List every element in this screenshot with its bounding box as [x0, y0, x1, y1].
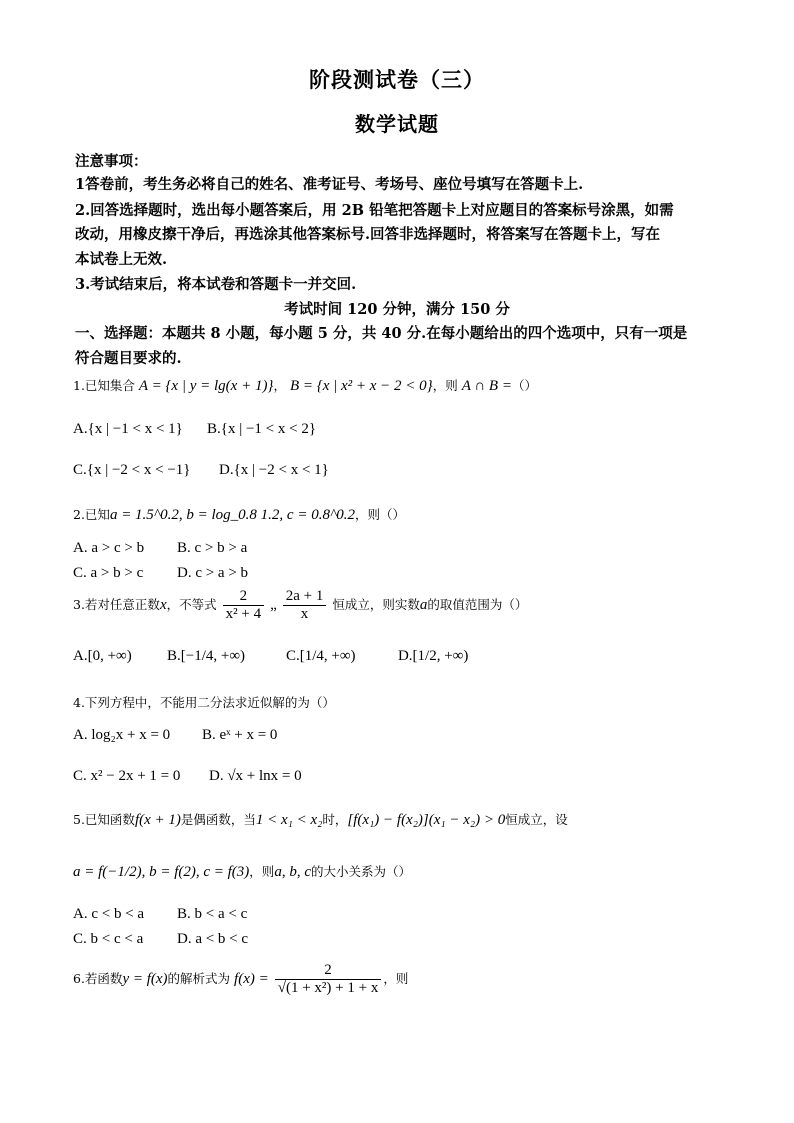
- q1-option-c: C.{x | −2 < x < −1}: [73, 462, 191, 478]
- q4-option-a: A. log₂x + x = 0: [73, 727, 171, 743]
- q6-mid: 的解析式为: [167, 971, 231, 986]
- q1-expr: A ∩ B =: [461, 378, 512, 394]
- q1-prefix: 1.已知集合: [73, 378, 135, 393]
- q4-option-c: C. x² − 2x + 1 = 0: [73, 768, 181, 784]
- q3-frac2-den: x: [300, 606, 309, 622]
- q6-func: y = f(x): [122, 971, 168, 987]
- q5-suffix2: ，则: [249, 864, 275, 879]
- q2-prefix: 2.已知: [73, 507, 110, 522]
- q6-fraction: [275, 962, 382, 997]
- q3-suffix: 恒成立，则实数: [332, 597, 420, 612]
- q5-vars: a, b, c: [274, 864, 311, 880]
- question-1-options-row-1: [73, 421, 316, 438]
- q3-suffix2: 的取值范围为（）: [427, 597, 528, 612]
- q5-cond: 1 < x₁ < x₂: [255, 812, 323, 828]
- q6-frac-num: 2: [275, 962, 382, 980]
- q5-defs: a = f(−1/2), b = f(2), c = f(3): [73, 864, 250, 880]
- notes-heading: 注意事项：: [75, 153, 148, 170]
- q3-fraction-1: [223, 588, 264, 623]
- q3-var: x: [159, 597, 167, 613]
- q5-option-d: D. a < b < c: [176, 931, 249, 947]
- q3-option-d: D.[1/2, +∞): [397, 648, 469, 664]
- q1-set-a: A = {x | y = lg(x + 1)}: [138, 378, 274, 394]
- question-4-options-row-2: [73, 768, 302, 785]
- question-2-stem: [73, 505, 405, 524]
- section-heading-line-1: 一、选择题：本题共 8 小题，每小题 5 分，共 40 分.在每小题给出的四个选项中，只有一项是: [75, 325, 688, 342]
- q1-sep: ，: [273, 378, 286, 393]
- q2-expr: a = 1.5^0.2, b = log_0.8 1.2, c = 0.8^0.2: [109, 507, 356, 523]
- q4-option-d: D. √x + lnx = 0: [208, 768, 302, 784]
- question-5-stem-line-2: [73, 862, 411, 881]
- q3-frac2-num: 2a + 1: [283, 588, 327, 606]
- exam-info: 考试时间 120 分钟，满分 150 分: [284, 301, 510, 318]
- q3-option-c: C.[1/4, +∞): [285, 648, 356, 664]
- note-2-line-3: 本试卷上无效.: [75, 251, 168, 268]
- q5-prefix: 5.已知函数: [73, 812, 135, 827]
- q5-ineq: [f(x₁) − f(x₂)](x₁ − x₂) > 0: [347, 812, 506, 828]
- note-2-line-2: 改动，用橡皮擦干净后，再选涂其他答案标号.回答非选择题时，将答案写在答题卡上，写在: [75, 226, 661, 243]
- q1-option-b: B.{x | −1 < x < 2}: [206, 421, 317, 437]
- question-4-stem: 4.下列方程中，不能用二分法求近似解的为（）: [73, 695, 335, 710]
- q6-suffix: ，则: [383, 971, 409, 986]
- note-2-line-1: 2.回答选择题时，选出每小题答案后，用 2B 铅笔把答题卡上对应题目的答案标号涂黑，如需: [75, 202, 674, 219]
- q1-suffix: ，则: [432, 378, 458, 393]
- q4-option-b: B. eˣ + x = 0: [201, 727, 278, 743]
- question-3-options: [73, 648, 468, 665]
- question-1-stem: [73, 376, 537, 395]
- q3-prefix: 3.若对任意正数: [73, 597, 160, 612]
- q2-option-d: D. c > a > b: [176, 565, 249, 581]
- q5-option-c: C. b < c < a: [73, 931, 144, 947]
- page-title: 阶段测试卷（三）: [309, 67, 485, 92]
- note-3: 3.考试结束后，将本试卷和答题卡一并交回.: [75, 276, 357, 293]
- q1-option-d: D.{x | −2 < x < 1}: [218, 462, 329, 478]
- q5-suffix3: 的大小关系为（）: [310, 864, 411, 879]
- q1-option-a: A.{x | −1 < x < 1}: [73, 421, 183, 437]
- q3-frac1-den: x² + 4: [225, 606, 262, 622]
- q5-mid: 是偶函数，当: [180, 812, 256, 827]
- question-2-options-row-2: [73, 565, 248, 582]
- q5-suffix: 恒成立，设: [505, 812, 568, 827]
- q5-option-b: B. b < a < c: [176, 906, 248, 922]
- note-1: 1答卷前，考生务必将自己的姓名、准考证号、考场号、座位号填写在答题卡上.: [75, 176, 584, 193]
- q5-mid2: 时，: [322, 812, 348, 827]
- question-4-options-row-1: [73, 727, 277, 744]
- q3-mid: ，不等式: [166, 597, 217, 612]
- q1-set-b: B = {x | x² + x − 2 < 0}: [289, 378, 433, 394]
- q2-option-a: A. a > c > b: [73, 540, 145, 556]
- q3-frac1-num: 2: [223, 588, 264, 606]
- question-5-options-row-2: [73, 931, 248, 948]
- question-5-options-row-1: [73, 906, 247, 923]
- question-3-stem: [73, 588, 527, 623]
- page-subtitle: 数学试题: [355, 112, 439, 136]
- q5-f1: f(x + 1): [134, 812, 181, 828]
- q2-option-c: C. a > b > c: [73, 565, 144, 581]
- q3-relation: „: [270, 597, 277, 613]
- q2-suffix: ，则（）: [355, 507, 406, 522]
- q3-option-b: B.[−1/4, +∞): [166, 648, 246, 664]
- q3-fraction-2: [283, 588, 327, 623]
- q5-option-a: A. c < b < a: [73, 906, 145, 922]
- q6-prefix: 6.若函数: [73, 971, 123, 986]
- section-heading-line-2: 符合题目要求的.: [75, 350, 182, 367]
- question-6-stem: [73, 962, 408, 997]
- q2-option-b: B. c > b > a: [176, 540, 248, 556]
- q1-paren: （）: [511, 378, 537, 393]
- question-5-stem-line-1: [73, 810, 568, 829]
- question-1-options-row-2: [73, 462, 329, 479]
- q3-option-a: A.[0, +∞): [73, 648, 132, 664]
- question-2-options-row-1: [73, 540, 247, 557]
- q3-var2: a: [419, 597, 428, 613]
- q6-lhs: f(x) =: [234, 971, 269, 987]
- q6-frac-den: √(1 + x²) + 1 + x: [277, 980, 379, 996]
